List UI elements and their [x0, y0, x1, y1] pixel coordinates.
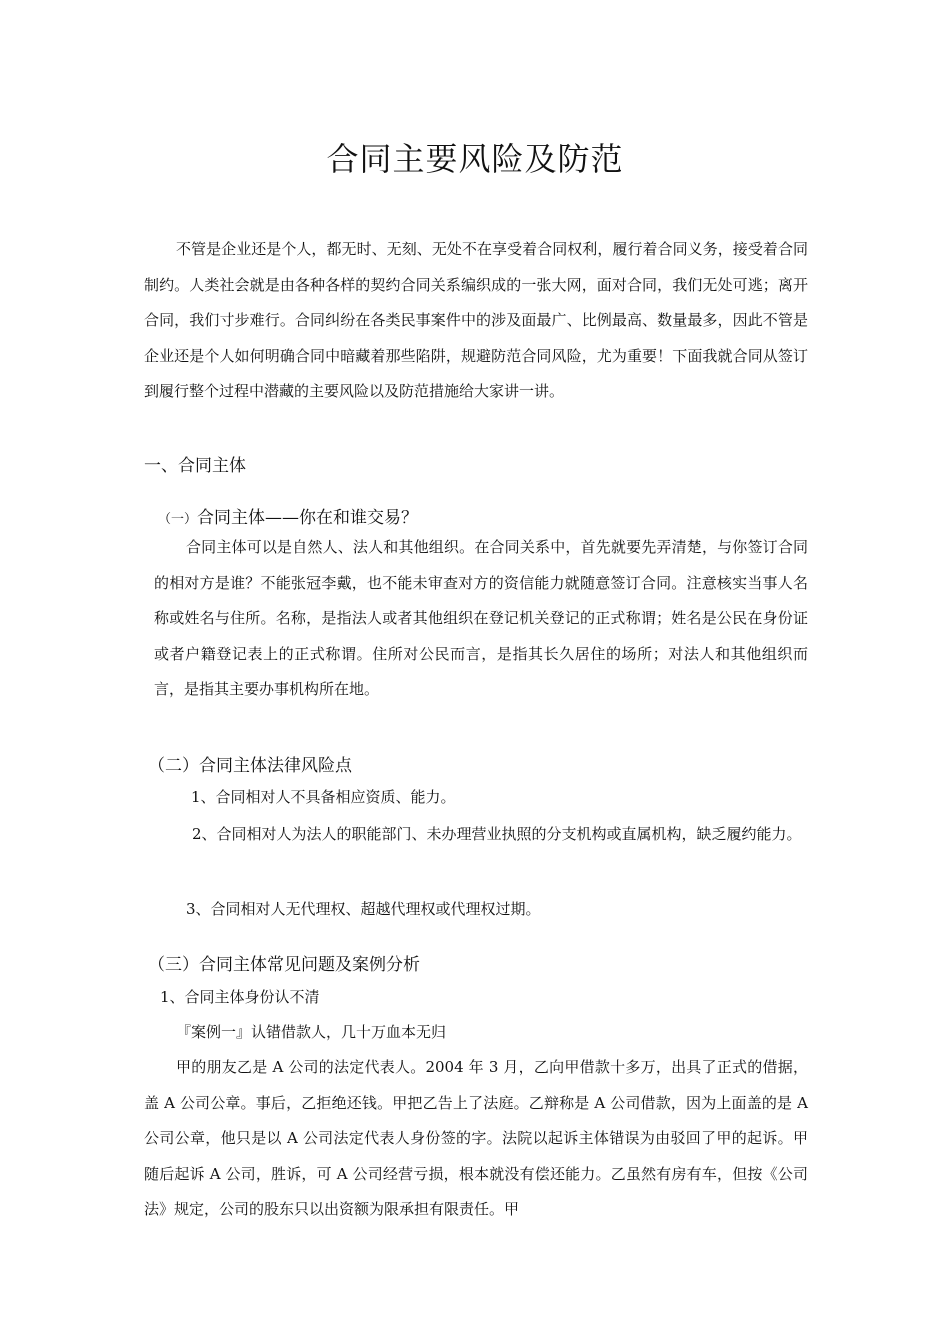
case-body-paragraph: 甲的朋友乙是 A 公司的法定代表人。2004 年 3 月，乙向甲借款十多万，出具了正式的借据，盖 A 公司公章。事后，乙拒绝还钱。甲把乙告上了法庭。乙辩称是 A 公司借款，因为上面盖的是 A 公司公章，他只是以 A 公司法定代表人身份签的字。法院以起诉主体错误为由驳回了甲的起诉。甲随后起诉 A 公司，胜诉，可 A 公司经营亏损，根本就没有偿还能力。乙虽然有房有车，但按《公司法》规定，公司的股东只以出资额为限承担有限责任。甲 [144, 1058, 808, 1218]
case-title: 『案例一』认错借款人，几十万血本无归 [176, 1023, 447, 1041]
subject-definition-paragraph: 合同主体可以是自然人、法人和其他组织。在合同关系中，首先就要先弄清楚，与你签订合同的相对方是谁？不能张冠李戴，也不能未审查对方的资信能力就随意签订合同。注意核实当事人名称或姓名与住所。名称，是指法人或者其他组织在登记机关登记的正式称谓；姓名是公民在身份证或者户籍登记表上的正式称谓。住所对公民而言，是指其长久居住的场所；对法人和其他组织而言，是指其主要办事机构所在地。 [154, 538, 808, 698]
document-title: 合同主要风险及防范 [326, 140, 624, 178]
risk-item-3: 3、合同相对人无代理权、超越代理权或代理权过期。 [186, 900, 541, 918]
risk-item-1: 1、合同相对人不具备相应资质、能力。 [191, 788, 456, 806]
section-heading-subject: 一、合同主体 [144, 456, 246, 476]
intro-paragraph: 不管是企业还是个人，都无时、无刻、无处不在享受着合同权利，履行着合同义务，接受着合同制约。人类社会就是由各种各样的契约合同关系编织成的一张大网，面对合同，我们无处可逃；离开合同，我们寸步难行。合同纠纷在各类民事案件中的涉及面最广、比例最高、数量最多，因此不管是企业还是个人如何明确合同中暗藏着那些陷阱，规避防范合同风险，尤为重要！下面我就合同从签订到履行整个过程中潜藏的主要风险以及防范措施给大家讲一讲。 [144, 240, 808, 400]
subsection-heading-risks: （二）合同主体法律风险点 [148, 756, 352, 776]
subsection-heading-text: 合同主体——你在和谁交易？ [197, 508, 419, 528]
risk-item-2: 2、合同相对人为法人的职能部门、未办理营业执照的分支机构或直属机构，缺乏履约能力。 [192, 825, 802, 843]
case-category-1: 1、合同主体身份认不清 [160, 988, 320, 1006]
subsection-prefix: （一） [158, 512, 198, 527]
subsection-heading-cases: （三）合同主体常见问题及案例分析 [148, 955, 420, 975]
subsection-heading-who [158, 503, 418, 528]
